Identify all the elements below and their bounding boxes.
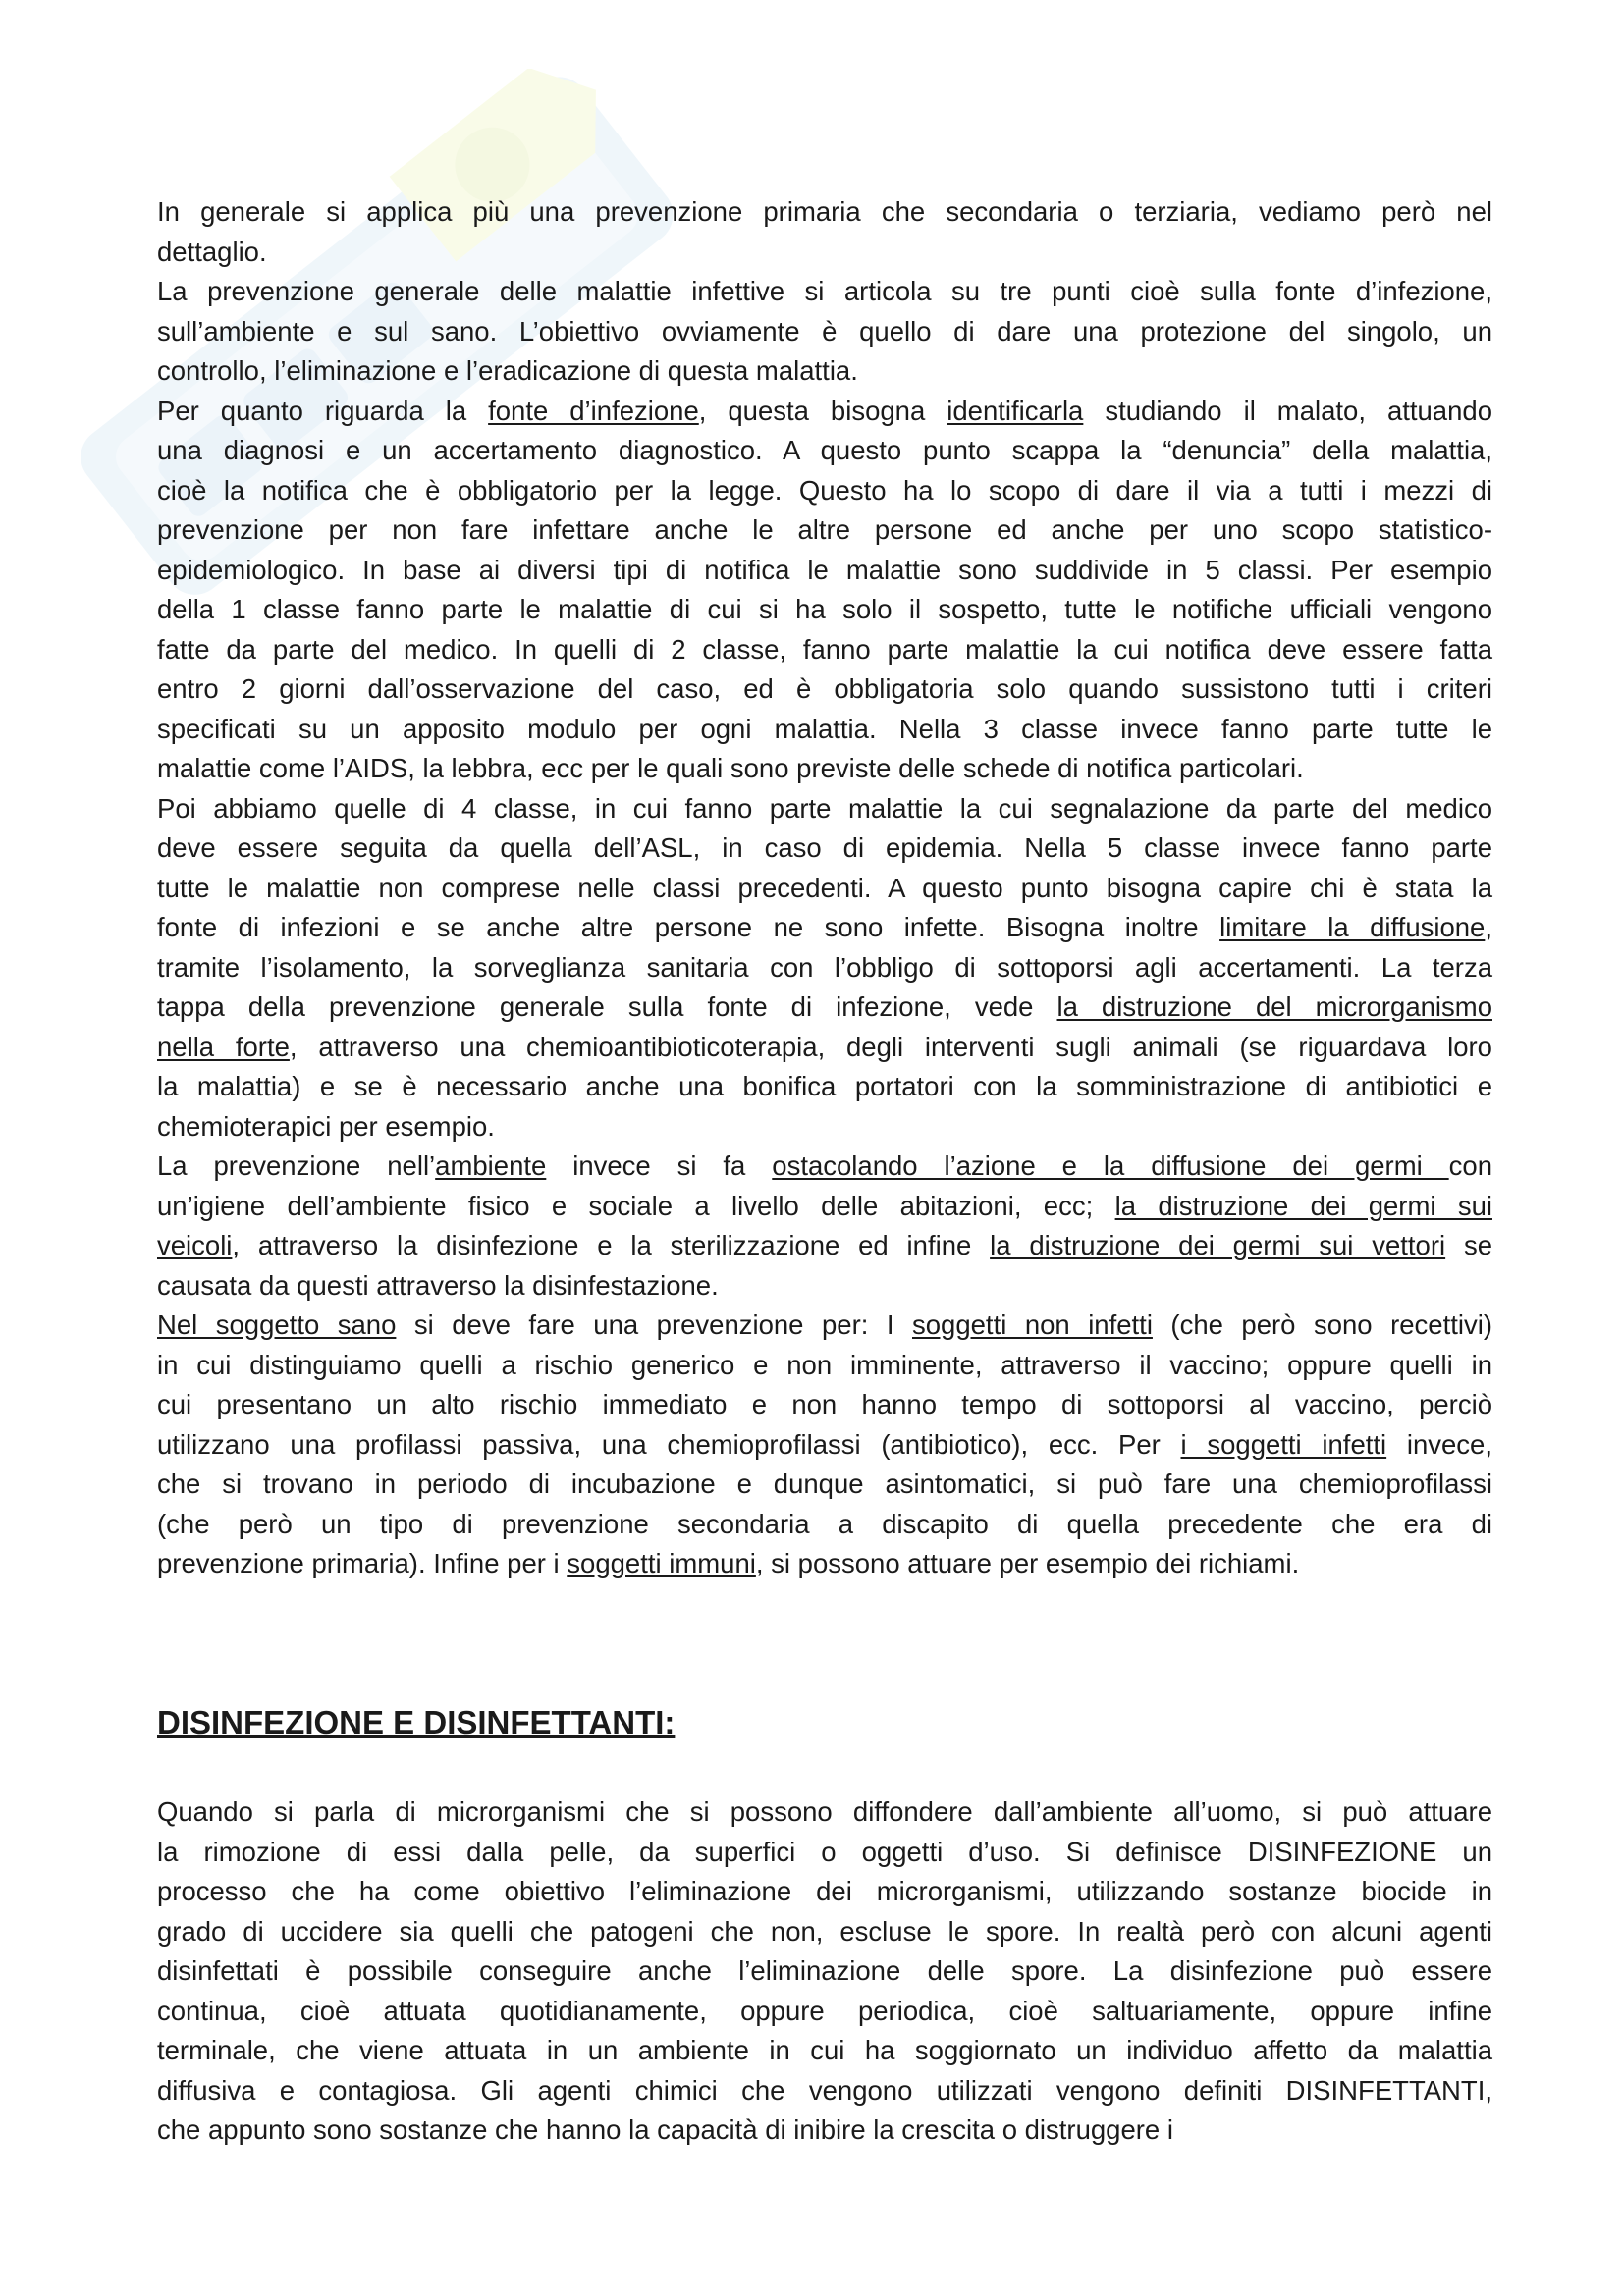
text-line (157, 431, 1492, 471)
text-line (157, 351, 1492, 392)
text-run: una diagnosi e un accertamento diagnostico. A questo punto scappa la “denuncia” della malattia, (157, 435, 1492, 465)
text-line (157, 1147, 1492, 1187)
text-run: grado di uccidere sia quelli che patogeni che non, escluse le spore. In realtà però con alcuni agenti (157, 1915, 1492, 1947)
text-run: la rimozione di essi dalla pelle, da superfici o oggetti d’uso. Si definisce DISINFEZIONE un (157, 1836, 1492, 1867)
text-run: invece, (1386, 1428, 1492, 1460)
section-heading: DISINFEZIONE E DISINFETTANTI: (157, 1704, 676, 1740)
text-run: entro 2 giorni dall’osservazione del caso, ed è obbligatoria solo quando sussistono tutti i criteri (157, 673, 1492, 704)
text-line (157, 392, 1492, 432)
text-run: terminale, che viene attuata in un ambiente in cui ha soggiornato un individuo affetto da malattia (157, 2035, 1492, 2065)
text-run: della 1 classe fanno parte le malattie di cui si ha solo il sospetto, tutte le notifiche ufficiali vengono (157, 594, 1492, 624)
text-run: specificati su un apposito modulo per ogni malattia. Nella 3 classe invece fanno parte tutte le (157, 713, 1492, 744)
text-line (157, 551, 1492, 591)
text-run: che appunto sono sostanze che hanno la capacità di inibire la crescita o distruggere i (157, 2114, 1173, 2145)
disinfection-paragraph (157, 1792, 1492, 2151)
underlined-phrase: la distruzione dei germi sui (1114, 1190, 1492, 1221)
text-line (157, 1872, 1492, 1912)
text-line (157, 192, 1492, 233)
text-run: La prevenzione generale delle malattie infettive si articola su tre punti cioè sulla fonte d’infezione, (157, 276, 1492, 306)
prevention-paragraph (157, 192, 1492, 1584)
text-run: disinfettati è possibile conseguire anche l’eliminazione delle spore. La disinfezione può essere (157, 1955, 1492, 1986)
text-run: invece si fa (546, 1150, 773, 1181)
text-line (157, 908, 1492, 948)
text-line (157, 272, 1492, 312)
text-run: continua, cioè attuata quotidianamente, oppure periodica, cioè saltuariamente, oppure infine (157, 1995, 1492, 2026)
text-line (157, 2110, 1492, 2151)
text-line (157, 2031, 1492, 2071)
text-run: In generale si applica più una prevenzione primaria che secondaria o terziaria, vediamo però nel (157, 196, 1492, 227)
text-line (157, 510, 1492, 551)
text-run: dettaglio. (157, 236, 267, 267)
text-line (157, 1028, 1492, 1068)
text-run: studiando il malato, attuando (1083, 395, 1492, 426)
text-line (157, 1425, 1492, 1466)
underlined-phrase: la distruzione del microrganismo (1056, 991, 1492, 1022)
text-run: , attraverso una chemioantibioticoterapia, degli interventi sugli animali (se riguardava loro (289, 1031, 1492, 1062)
text-run: tutte le malattie non comprese nelle classi precedenti. A questo punto bisogna capire chi è stata la (157, 872, 1492, 903)
text-run: La prevenzione nell’ (157, 1150, 436, 1181)
text-run: sull’ambiente e sul sano. L’obiettivo ovviamente è quello di dare una protezione del singolo, un (157, 315, 1492, 347)
text-line (157, 471, 1492, 511)
text-run: fatte da parte del medico. In quelli di 2 classe, fanno parte malattie la cui notifica deve essere fatta (157, 633, 1492, 665)
text-run: chemioterapici per esempio. (157, 1110, 495, 1142)
text-run: Quando si parla di microrganismi che si possono diffondere dall’ambiente all’uomo, si può attuare (157, 1796, 1492, 1827)
underlined-phrase: la distruzione dei germi sui vettori (990, 1230, 1446, 1260)
text-line (157, 669, 1492, 710)
underlined-phrase: ambiente (435, 1150, 547, 1181)
text-run: processo che ha come obiettivo l’eliminazione dei microrganismi, utilizzando sostanze biocide in (157, 1876, 1492, 1906)
text-run: epidemiologico. In base ai diversi tipi di notifica le malattie sono suddivide in 5 classi. Per esempio (157, 554, 1492, 585)
text-run: , (1485, 912, 1492, 942)
text-line (157, 630, 1492, 670)
underlined-phrase: soggetti immuni (567, 1548, 756, 1578)
text-run: , attraverso la disinfezione e la sterilizzazione ed infine (232, 1230, 991, 1260)
text-line (157, 710, 1492, 750)
text-run: cioè la notifica che è obbligatorio per la legge. Questo ha lo scopo di dare il via a tutti i mezzi di (157, 474, 1492, 506)
text-run: Poi abbiamo quelle di 4 classe, in cui fanno parte malattie la cui segnalazione da parte del medico (157, 792, 1492, 824)
text-run: causata da questi attraverso la disinfestazione. (157, 1269, 719, 1301)
text-line (157, 1226, 1492, 1266)
text-line (157, 1544, 1492, 1584)
text-run: utilizzano una profilassi passiva, una chemioprofilassi (antibiotico), ecc. Per (157, 1428, 1181, 1460)
text-line (157, 2071, 1492, 2111)
text-line (157, 1187, 1492, 1227)
underlined-phrase: Nel soggetto sano (157, 1309, 397, 1340)
text-line (157, 1505, 1492, 1545)
text-run: in cui distinguiamo quelli a rischio generico e non imminente, attraverso il vaccino; oppure quelli in (157, 1349, 1492, 1380)
underlined-phrase: nella forte (157, 1031, 290, 1062)
text-run: con (1448, 1150, 1492, 1181)
text-run: (che però sono recettivi) (1152, 1309, 1492, 1340)
text-line (157, 1951, 1492, 1992)
text-line (157, 948, 1492, 988)
text-line (157, 1306, 1492, 1346)
text-run: , si possono attuare per esempio dei richiami. (755, 1548, 1300, 1578)
text-line (157, 1266, 1492, 1307)
text-line (157, 1833, 1492, 1873)
text-line (157, 749, 1492, 789)
text-line (157, 1067, 1492, 1107)
text-run: , questa bisogna (698, 395, 947, 426)
text-line (157, 233, 1492, 273)
text-line (157, 1792, 1492, 1833)
text-run: controllo, l’eliminazione e l’eradicazione di questa malattia. (157, 355, 858, 386)
text-line (157, 312, 1492, 352)
text-line (157, 1465, 1492, 1505)
text-run: (che però un tipo di prevenzione secondaria a discapito di quella precedente che era di (157, 1508, 1492, 1539)
underlined-phrase: veicoli (157, 1230, 233, 1260)
text-run: se (1445, 1230, 1492, 1260)
text-line (157, 1912, 1492, 1952)
text-run: che si trovano in periodo di incubazione e dunque asintomatici, si può fare una chemioprofilassi (157, 1468, 1492, 1499)
text-run: deve essere seguita da quella dell’ASL, in caso di epidemia. Nella 5 classe invece fanno parte (157, 832, 1492, 863)
text-line (157, 869, 1492, 909)
underlined-phrase: fonte d’infezione (488, 395, 699, 426)
text-line (157, 988, 1492, 1028)
text-run: tappa della prevenzione generale sulla fonte di infezione, vede (157, 991, 1057, 1022)
underlined-phrase: limitare la diffusione (1219, 912, 1486, 942)
text-line (157, 789, 1492, 829)
text-line (157, 1992, 1492, 2032)
text-run: Per quanto riguarda la (157, 395, 489, 426)
text-run: fonte di infezioni e se anche altre persone ne sono infette. Bisogna inoltre (157, 912, 1220, 942)
text-line (157, 1107, 1492, 1148)
text-run: prevenzione per non fare infettare anche le altre persone ed anche per uno scopo statistico- (157, 514, 1492, 545)
text-run: diffusiva e contagiosa. Gli agenti chimici che vengono utilizzati vengono definiti DISINFETTANTI, (157, 2074, 1492, 2106)
underlined-phrase: soggetti non infetti (912, 1309, 1153, 1340)
text-run: prevenzione primaria). Infine per i (157, 1548, 568, 1578)
text-line (157, 1385, 1492, 1425)
text-run: un’igiene dell’ambiente fisico e sociale a livello delle abitazioni, ecc; (157, 1190, 1115, 1221)
text-run: la malattia) e se è necessario anche una bonifica portatori con la somministrazione di antibiotici e (157, 1071, 1492, 1101)
text-line (157, 1346, 1492, 1386)
underlined-phrase: ostacolando l’azione e la diffusione dei germi (772, 1150, 1449, 1181)
text-line (157, 828, 1492, 869)
text-run: tramite l’isolamento, la sorveglianza sanitaria con l’obbligo di sottoporsi agli accertamenti. La terza (157, 951, 1492, 983)
text-run: si deve fare una prevenzione per: I (396, 1309, 912, 1340)
text-run: cui presentano un alto rischio immediato e non hanno tempo di sottoporsi al vaccino, perciò (157, 1389, 1492, 1419)
underlined-phrase: i soggetti infetti (1180, 1428, 1387, 1460)
underlined-phrase: identificarla (947, 395, 1084, 426)
text-run: malattie come l’AIDS, la lebbra, ecc per le quali sono previste delle schede di notifica particolari. (157, 753, 1304, 783)
text-line (157, 590, 1492, 630)
